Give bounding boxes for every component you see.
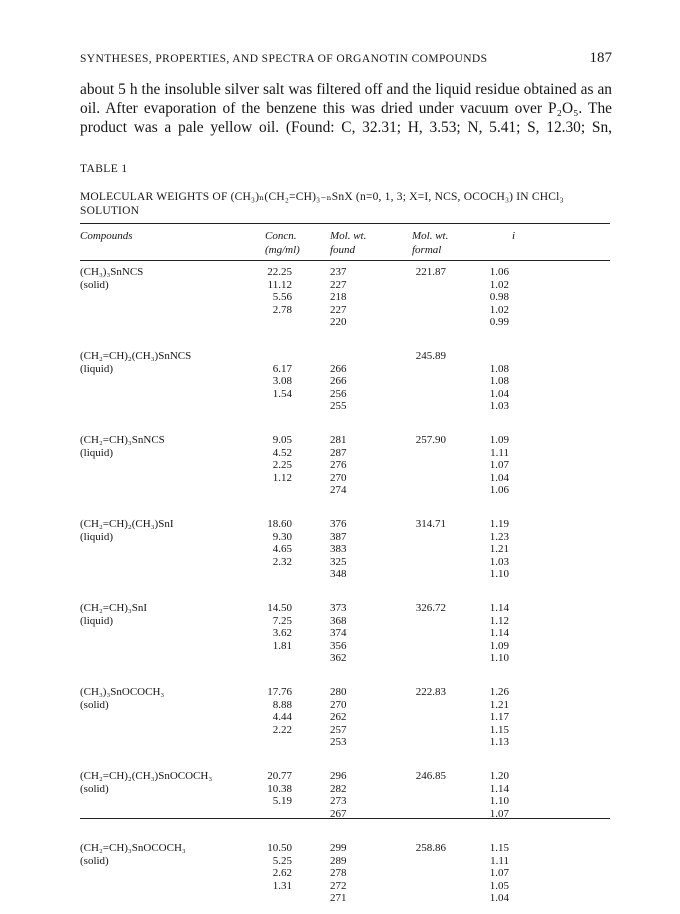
mol-wt-found-cell: 282 xyxy=(330,782,347,795)
concentration-cell: 4.65 xyxy=(272,543,292,556)
table-row-group xyxy=(80,518,610,602)
concentration-cell: 8.88 xyxy=(272,698,292,711)
concentration-cell: 5.25 xyxy=(272,854,292,867)
compound-formula: (CH₂=CH)₂(CH₃)SnNCS xyxy=(80,350,192,362)
mol-wt-formal-cell: 246.85 xyxy=(415,770,446,782)
concentration-cell: 2.25 xyxy=(272,459,292,472)
concentration-cell-column xyxy=(258,842,292,905)
i-value-cell: 1.07 xyxy=(489,807,509,820)
concentration-cell: 2.32 xyxy=(272,555,292,568)
compound-cell xyxy=(80,266,260,291)
mol-wt-found-cell: 362 xyxy=(330,652,347,665)
mol-wt-formal-column xyxy=(410,770,446,783)
table-body xyxy=(80,266,610,914)
table-row-group xyxy=(80,842,610,914)
i-value-cell-column xyxy=(483,770,509,820)
i-value-cell: 1.13 xyxy=(489,736,509,749)
mol-wt-found-cell: 374 xyxy=(330,627,347,640)
concentration-cell-column xyxy=(258,686,292,749)
mol-wt-found-cell: 271 xyxy=(330,892,347,905)
mol-wt-found-cell: 289 xyxy=(330,854,347,867)
compound-formula: (CH₃)₃SnNCS xyxy=(80,266,144,278)
mol-wt-found-cell: 266 xyxy=(330,375,347,388)
mol-wt-formal-column xyxy=(410,842,446,855)
concentration-cell-column xyxy=(258,350,292,413)
compound-state: (liquid) xyxy=(80,530,113,543)
i-value-cell: 1.04 xyxy=(489,892,509,905)
i-value-cell: 1.14 xyxy=(489,602,509,614)
i-value-cell: 1.02 xyxy=(489,303,509,316)
table-row-group xyxy=(80,686,610,770)
compound-formula: (CH₃)₃SnOCOCH₃ xyxy=(80,686,165,698)
compound-cell xyxy=(80,686,260,711)
i-value-cell: 1.04 xyxy=(489,471,509,484)
compound-cell xyxy=(80,770,260,795)
mol-wt-formal-cell: 245.89 xyxy=(415,350,446,362)
mol-wt-formal-cell: 326.72 xyxy=(415,602,446,614)
compound-formula: (CH₂=CH)₃SnI xyxy=(80,602,148,614)
body-line: product was a pale yellow oil. (Found: C, 32.31; H, 3.53; N, 5.41; S, 12.30; Sn, xyxy=(80,119,612,136)
i-value-cell: 1.02 xyxy=(489,278,509,291)
mol-wt-found-cell: 325 xyxy=(330,555,347,568)
mol-wt-found-cell: 218 xyxy=(330,291,347,304)
i-value-cell: 1.26 xyxy=(489,686,509,698)
concentration-cell: 2.22 xyxy=(272,723,292,736)
concentration-cell: 7.25 xyxy=(272,614,292,627)
concentration-cell xyxy=(258,652,292,665)
i-value-cell: 1.20 xyxy=(489,770,509,782)
concentration-cell: 10.38 xyxy=(267,782,292,795)
compound-state: (liquid) xyxy=(80,614,113,627)
i-value-cell-column xyxy=(483,266,509,329)
concentration-cell: 3.62 xyxy=(272,627,292,640)
compound-state: (liquid) xyxy=(80,446,113,459)
body-paragraph xyxy=(80,80,612,137)
table-caption xyxy=(80,190,620,218)
i-value-cell: 1.06 xyxy=(489,484,509,497)
concentration-cell: 1.12 xyxy=(272,471,292,484)
table-label: TABLE 1 xyxy=(80,163,128,175)
concentration-cell: 3.08 xyxy=(272,375,292,388)
i-value-cell: 1.08 xyxy=(489,375,509,388)
mol-wt-found-cell: 356 xyxy=(330,639,347,652)
mol-wt-found-cell: 237 xyxy=(330,266,347,278)
concentration-cell xyxy=(258,400,292,413)
table-bottom-rule xyxy=(80,818,610,819)
mol-wt-found-cell-column xyxy=(330,434,360,497)
i-value-cell-column xyxy=(483,350,509,413)
mol-wt-found-cell-column xyxy=(330,602,360,665)
i-value-cell: 1.14 xyxy=(489,627,509,640)
mol-wt-found-cell: 278 xyxy=(330,867,347,880)
compound-cell xyxy=(80,350,260,375)
i-value-cell-column xyxy=(483,434,509,497)
column-header-mol-wt-found xyxy=(330,229,380,257)
concentration-cell-column xyxy=(258,266,292,329)
concentration-cell xyxy=(258,350,292,363)
i-value-cell xyxy=(483,350,509,363)
table-row-group xyxy=(80,770,610,842)
compound-formula: (CH₂=CH)₂(CH₃)SnI xyxy=(80,518,174,530)
column-header-line: Mol. wt. xyxy=(330,230,367,242)
mol-wt-found-cell: 376 xyxy=(330,518,347,530)
i-value-cell: 1.19 xyxy=(489,518,509,530)
running-title: SYNTHESES, PROPERTIES, AND SPECTRA OF ORGANOTIN COMPOUNDS xyxy=(80,53,488,65)
mol-wt-formal-cell: 257.90 xyxy=(415,434,446,446)
mol-wt-found-cell: 227 xyxy=(330,278,347,291)
mol-wt-found-cell: 280 xyxy=(330,686,347,698)
column-header-line: Concn. xyxy=(265,230,297,242)
mol-wt-found-cell: 287 xyxy=(330,446,347,459)
concentration-cell: 1.54 xyxy=(272,387,292,400)
concentration-cell: 2.78 xyxy=(272,303,292,316)
concentration-cell: 17.76 xyxy=(267,686,292,698)
concentration-cell xyxy=(258,736,292,749)
concentration-cell: 11.12 xyxy=(267,278,292,291)
concentration-cell: 20.77 xyxy=(267,770,292,782)
mol-wt-formal-cell: 258.86 xyxy=(415,842,446,854)
concentration-cell: 5.56 xyxy=(272,291,292,304)
mol-wt-formal-column xyxy=(410,602,446,615)
concentration-cell: 5.19 xyxy=(272,795,292,808)
i-value-cell: 1.05 xyxy=(489,879,509,892)
i-value-cell: 1.09 xyxy=(489,434,509,446)
table-caption-line: SOLUTION xyxy=(80,205,140,217)
concentration-cell: 4.44 xyxy=(272,711,292,724)
i-value-cell: 1.03 xyxy=(489,400,509,413)
mol-wt-found-cell: 255 xyxy=(330,400,347,413)
mol-wt-found-cell: 267 xyxy=(330,807,347,820)
mol-wt-found-cell: 373 xyxy=(330,602,347,614)
concentration-cell: 18.60 xyxy=(267,518,292,530)
mol-wt-found-cell: 256 xyxy=(330,387,347,400)
i-value-cell: 1.23 xyxy=(489,530,509,543)
mol-wt-found-cell: 276 xyxy=(330,459,347,472)
i-value-cell: 1.10 xyxy=(489,795,509,808)
concentration-cell-column xyxy=(258,770,292,820)
mol-wt-found-cell: 257 xyxy=(330,723,347,736)
compound-state: (liquid) xyxy=(80,362,113,375)
concentration-cell: 9.30 xyxy=(272,530,292,543)
i-value-cell: 0.98 xyxy=(489,291,509,304)
mol-wt-found-cell: 270 xyxy=(330,471,347,484)
concentration-cell: 2.62 xyxy=(272,867,292,880)
i-value-cell: 1.15 xyxy=(489,842,509,854)
table-caption-line: MOLECULAR WEIGHTS OF (CH₃)ₙ(CH₂=CH)₃₋ₙSnX (n=0, 1, 3; X=I, NCS, OCOCH₃) IN CHCl₃ xyxy=(80,191,564,203)
i-value-cell: 1.08 xyxy=(489,362,509,375)
i-value-cell: 1.21 xyxy=(489,543,509,556)
i-value-cell-column xyxy=(483,686,509,749)
mol-wt-formal-cell: 222.83 xyxy=(415,686,446,698)
concentration-cell-column xyxy=(258,434,292,497)
i-value-cell: 1.06 xyxy=(489,266,509,278)
mol-wt-found-cell: 253 xyxy=(330,736,347,749)
mol-wt-found-cell: 273 xyxy=(330,795,347,808)
i-value-cell: 1.03 xyxy=(489,555,509,568)
mol-wt-found-cell-column xyxy=(330,686,360,749)
i-value-cell: 1.07 xyxy=(489,867,509,880)
column-header-line: formal xyxy=(412,244,442,256)
i-value-cell: 1.07 xyxy=(489,459,509,472)
i-value-cell: 1.04 xyxy=(489,387,509,400)
concentration-cell xyxy=(258,568,292,581)
mol-wt-found-cell: 296 xyxy=(330,770,347,782)
mol-wt-formal-column xyxy=(410,686,446,699)
compound-state: (solid) xyxy=(80,854,109,867)
mol-wt-found-cell: 387 xyxy=(330,530,347,543)
compound-formula: (CH₂=CH)₂(CH₃)SnOCOCH₃ xyxy=(80,770,213,782)
i-value-cell: 1.12 xyxy=(489,614,509,627)
mol-wt-found-cell: 299 xyxy=(330,842,347,854)
mol-wt-found-cell: 220 xyxy=(330,316,347,329)
mol-wt-found-cell: 227 xyxy=(330,303,347,316)
mol-wt-formal-column xyxy=(410,434,446,447)
table-top-rule xyxy=(80,223,610,224)
column-header-compounds: Compounds xyxy=(80,230,133,242)
mol-wt-found-cell: 274 xyxy=(330,484,347,497)
column-header-concentration xyxy=(265,229,315,257)
concentration-cell-column xyxy=(258,518,292,581)
table-row-group xyxy=(80,602,610,686)
table-row-group xyxy=(80,350,610,434)
concentration-cell xyxy=(258,892,292,905)
column-header-line: Mol. wt. xyxy=(412,230,449,242)
compound-state: (solid) xyxy=(80,278,109,291)
mol-wt-found-cell-column xyxy=(330,842,360,905)
i-value-cell-column xyxy=(483,602,509,665)
mol-wt-found-cell: 368 xyxy=(330,614,347,627)
compound-cell xyxy=(80,842,260,867)
i-value-cell: 1.09 xyxy=(489,639,509,652)
mol-wt-found-cell-column xyxy=(330,770,360,820)
mol-wt-found-cell: 348 xyxy=(330,568,347,581)
table-row-group xyxy=(80,434,610,518)
page-number: 187 xyxy=(589,50,612,66)
i-value-cell: 1.10 xyxy=(489,652,509,665)
concentration-cell: 22.25 xyxy=(267,266,292,278)
compound-formula: (CH₂=CH)₃SnNCS xyxy=(80,434,165,446)
compound-state: (solid) xyxy=(80,782,109,795)
mol-wt-found-cell: 281 xyxy=(330,434,347,446)
concentration-cell: 1.81 xyxy=(272,639,292,652)
mol-wt-found-cell: 270 xyxy=(330,698,347,711)
concentration-cell: 14.50 xyxy=(267,602,292,614)
table-row-group xyxy=(80,266,610,350)
mol-wt-formal-cell: 314.71 xyxy=(415,518,446,530)
mol-wt-found-cell: 266 xyxy=(330,362,347,375)
mol-wt-found-cell: 262 xyxy=(330,711,347,724)
column-header-line: found xyxy=(330,244,356,256)
mol-wt-formal-column xyxy=(410,518,446,531)
mol-wt-found-cell-column xyxy=(330,266,360,329)
body-line: oil. After evaporation of the benzene this was dried under vacuum over P₂O₅. The xyxy=(80,100,612,117)
mol-wt-found-cell xyxy=(330,350,360,363)
body-line: about 5 h the insoluble silver salt was filtered off and the liquid residue obtained as an xyxy=(80,81,612,98)
i-value-cell-column xyxy=(483,842,509,905)
mol-wt-found-cell: 272 xyxy=(330,879,347,892)
concentration-cell: 10.50 xyxy=(267,842,292,854)
table-header-rule xyxy=(80,260,610,261)
i-value-cell: 1.15 xyxy=(489,723,509,736)
concentration-cell-column xyxy=(258,602,292,665)
mol-wt-formal-cell: 221.87 xyxy=(415,266,446,278)
concentration-cell: 4.52 xyxy=(272,446,292,459)
i-value-cell-column xyxy=(483,518,509,581)
column-header-line: (mg/ml) xyxy=(265,244,300,256)
running-header xyxy=(80,50,612,70)
compound-formula: (CH₂=CH)₃SnOCOCH₃ xyxy=(80,842,186,854)
i-value-cell: 1.21 xyxy=(489,698,509,711)
column-header-i: i xyxy=(512,230,516,242)
i-value-cell: 0.99 xyxy=(489,316,509,329)
i-value-cell: 1.17 xyxy=(489,711,509,724)
mol-wt-formal-column xyxy=(410,266,446,279)
mol-wt-formal-column xyxy=(410,350,446,363)
concentration-cell: 6.17 xyxy=(272,362,292,375)
compound-state: (solid) xyxy=(80,698,109,711)
i-value-cell: 1.10 xyxy=(489,568,509,581)
mol-wt-found-cell-column xyxy=(330,350,360,413)
mol-wt-found-cell-column xyxy=(330,518,360,581)
concentration-cell xyxy=(258,484,292,497)
i-value-cell: 1.14 xyxy=(489,782,509,795)
compound-cell xyxy=(80,602,260,627)
i-value-cell: 1.11 xyxy=(490,446,509,459)
concentration-cell: 1.31 xyxy=(272,879,292,892)
column-header-mol-wt-formal xyxy=(412,229,462,257)
mol-wt-found-cell: 383 xyxy=(330,543,347,556)
concentration-cell xyxy=(258,316,292,329)
compound-cell xyxy=(80,518,260,543)
compound-cell xyxy=(80,434,260,459)
i-value-cell: 1.11 xyxy=(490,854,509,867)
concentration-cell: 9.05 xyxy=(272,434,292,446)
